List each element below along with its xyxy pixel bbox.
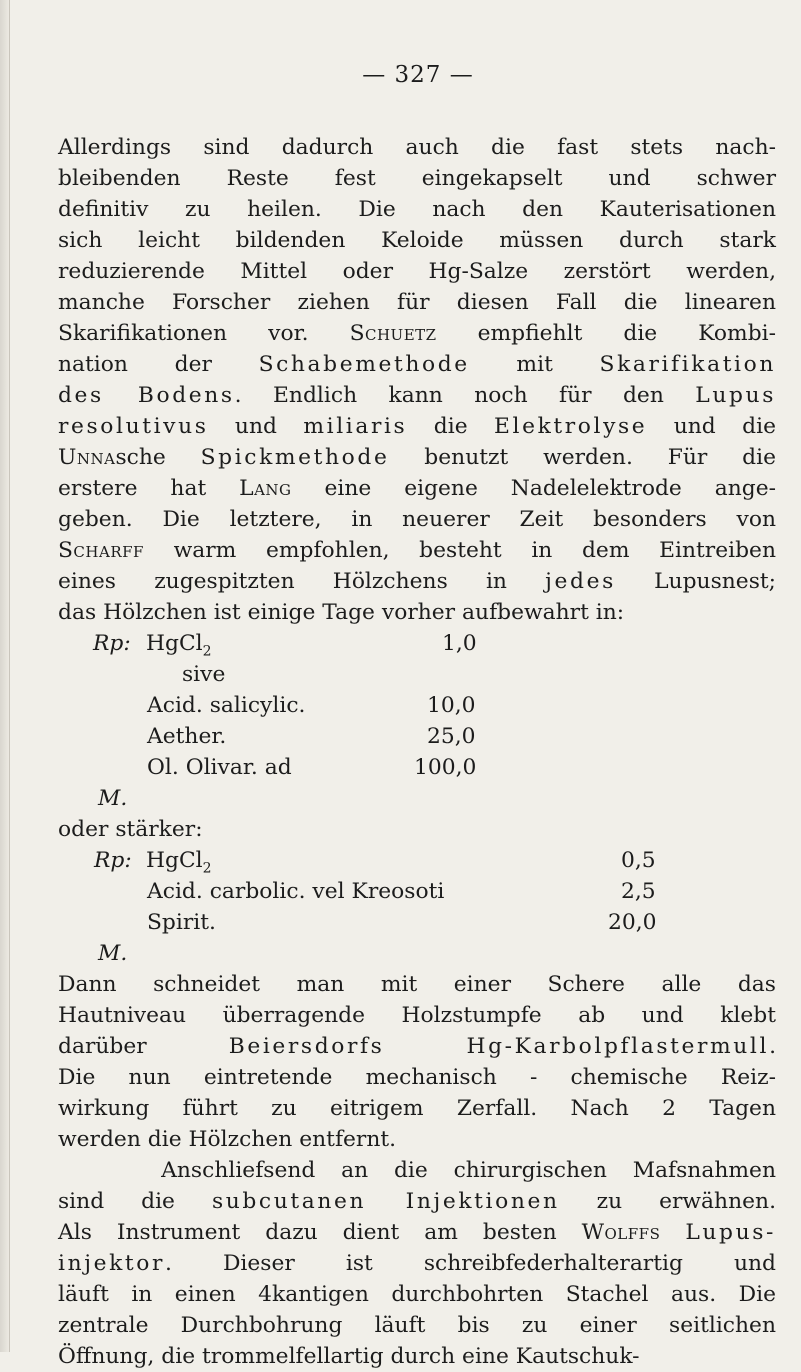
text-line: sind die subcutanen Injektionen zu erwähnen.	[58, 1189, 776, 1214]
text-line: werden die Hölzchen entfernt.	[58, 1127, 397, 1152]
text-line: sich leicht bildenden Keloide müssen durch stark	[58, 228, 776, 253]
emphasis: Lupus-	[685, 1220, 776, 1245]
text-line: Unnasche Spickmethode benutzt werden. Für die	[58, 445, 776, 470]
recipe-ingredient: Acid. salicylic.	[147, 693, 306, 718]
recipe-ingredient: Aether.	[147, 724, 227, 749]
emphasis: Elektrolyse	[494, 414, 648, 439]
text-line: definitiv zu heilen. Die nach den Kauterisationen	[58, 197, 776, 222]
recipe-ingredient: HgCl$_2$	[146, 848, 212, 877]
author-name: Lang	[239, 476, 292, 501]
emphasis: Skarifikation	[599, 352, 776, 377]
page-number: — 327 —	[362, 62, 474, 88]
text-line: nation der Schabemethode mit Skarifikation	[58, 352, 776, 377]
recipe-ingredient: Acid. carbolic. vel Kreosoti	[147, 879, 445, 904]
text-line: Allerdings sind dadurch auch die fast stets nach-	[58, 135, 776, 160]
text-line: Die nun eintretende mechanisch - chemische Reiz-	[58, 1065, 776, 1090]
author-name: Unna	[58, 445, 116, 470]
text-line: Hautniveau überragende Holzstumpfe ab und klebt	[58, 1003, 776, 1028]
paragraph-1	[58, 132, 776, 628]
text-line: geben. Die letztere, in neuerer Zeit besonders von	[58, 507, 776, 532]
paragraph-2	[58, 969, 776, 1155]
emphasis: Schabemethode	[258, 352, 470, 377]
emphasis: des Bodens	[58, 383, 235, 408]
text-line: zentrale Durchbohrung läuft bis zu einer seitlichen	[58, 1313, 776, 1338]
author-name: Wolffs	[581, 1220, 661, 1245]
text-line: Öffnung, die trommelfellartig durch eine Kautschuk-	[58, 1344, 640, 1369]
text-line: läuft in einen 4kantigen durchbohrten Stachel aus. Die	[58, 1282, 776, 1307]
recipe-rp: Rp:	[93, 631, 131, 656]
recipe-amount: 2,5	[621, 879, 656, 904]
text-line: erstere hat Lang eine eigene Nadelelektrode ange-	[58, 476, 776, 501]
text-line: injektor. Dieser ist schreibfederhalterartig und	[58, 1251, 776, 1276]
text-line: manche Forscher ziehen für diesen Fall die linearen	[58, 290, 776, 315]
text-line: das Hölzchen ist einige Tage vorher aufbewahrt in:	[58, 600, 625, 625]
emphasis: Lupus	[695, 383, 776, 408]
text-line: resolutivus und miliaris die Elektrolyse und die	[58, 414, 776, 439]
emphasis: miliaris	[303, 414, 408, 439]
paragraph-3	[58, 1155, 776, 1372]
text-line: Anschliefsend an die chirurgischen Mafsnahmen	[58, 1158, 776, 1183]
recipe-connector: sive	[182, 662, 226, 687]
emphasis: injektor	[58, 1251, 165, 1276]
recipe-misce: M.	[98, 786, 128, 811]
emphasis: subcutanen Injektionen	[211, 1189, 560, 1214]
emphasis: jedes	[545, 569, 616, 594]
scan-edge	[0, 0, 10, 1352]
text-line: Scharff warm empfohlen, besteht in dem Eintreiben	[58, 538, 776, 563]
text-line: reduzierende Mittel oder Hg-Salze zerstört werden,	[58, 259, 776, 284]
text-line: darüber Beiersdorfs Hg-Karbolpflastermull.	[58, 1034, 776, 1059]
author-name: Scharff	[58, 538, 144, 563]
recipe-amount: 1,0	[442, 631, 477, 656]
text-line: Als Instrument dazu dient am besten Wolffs Lupus-	[58, 1220, 776, 1245]
text-line: eines zugespitzten Hölzchens in jedes Lupusnest;	[58, 569, 776, 594]
author-name: Schuetz	[349, 321, 437, 346]
recipe-amount: 100,0	[414, 755, 477, 780]
emphasis: Spickmethode	[200, 445, 390, 470]
text-line: des Bodens. Endlich kann noch für den Lupus	[58, 383, 776, 408]
recipe-ingredient: Spirit.	[147, 910, 216, 935]
recipe-amount: 0,5	[621, 848, 656, 873]
oder-line: oder stärker:	[58, 817, 203, 842]
text-line: Skarifikationen vor. Schuetz empfiehlt die Kombi-	[58, 321, 777, 346]
text-line: Dann schneidet man mit einer Schere alle das	[58, 972, 776, 997]
emphasis: resolutivus	[58, 414, 209, 439]
text-line: bleibenden Reste fest eingekapselt und schwer	[58, 166, 776, 191]
recipe-ingredient: HgCl$_2$	[146, 631, 212, 660]
recipe-amount: 10,0	[427, 693, 476, 718]
emphasis: Beiersdorfs	[228, 1034, 385, 1059]
recipe-rp: Rp:	[94, 848, 132, 873]
recipe-misce: M.	[98, 941, 128, 966]
recipe-amount: 25,0	[427, 724, 476, 749]
text-line: wirkung führt zu eitrigem Zerfall. Nach 2 Tagen	[58, 1096, 776, 1121]
emphasis: Hg-Karbolpflastermull	[466, 1034, 770, 1059]
recipe-ingredient: Ol. Olivar. ad	[147, 755, 292, 780]
recipe-amount: 20,0	[608, 910, 657, 935]
